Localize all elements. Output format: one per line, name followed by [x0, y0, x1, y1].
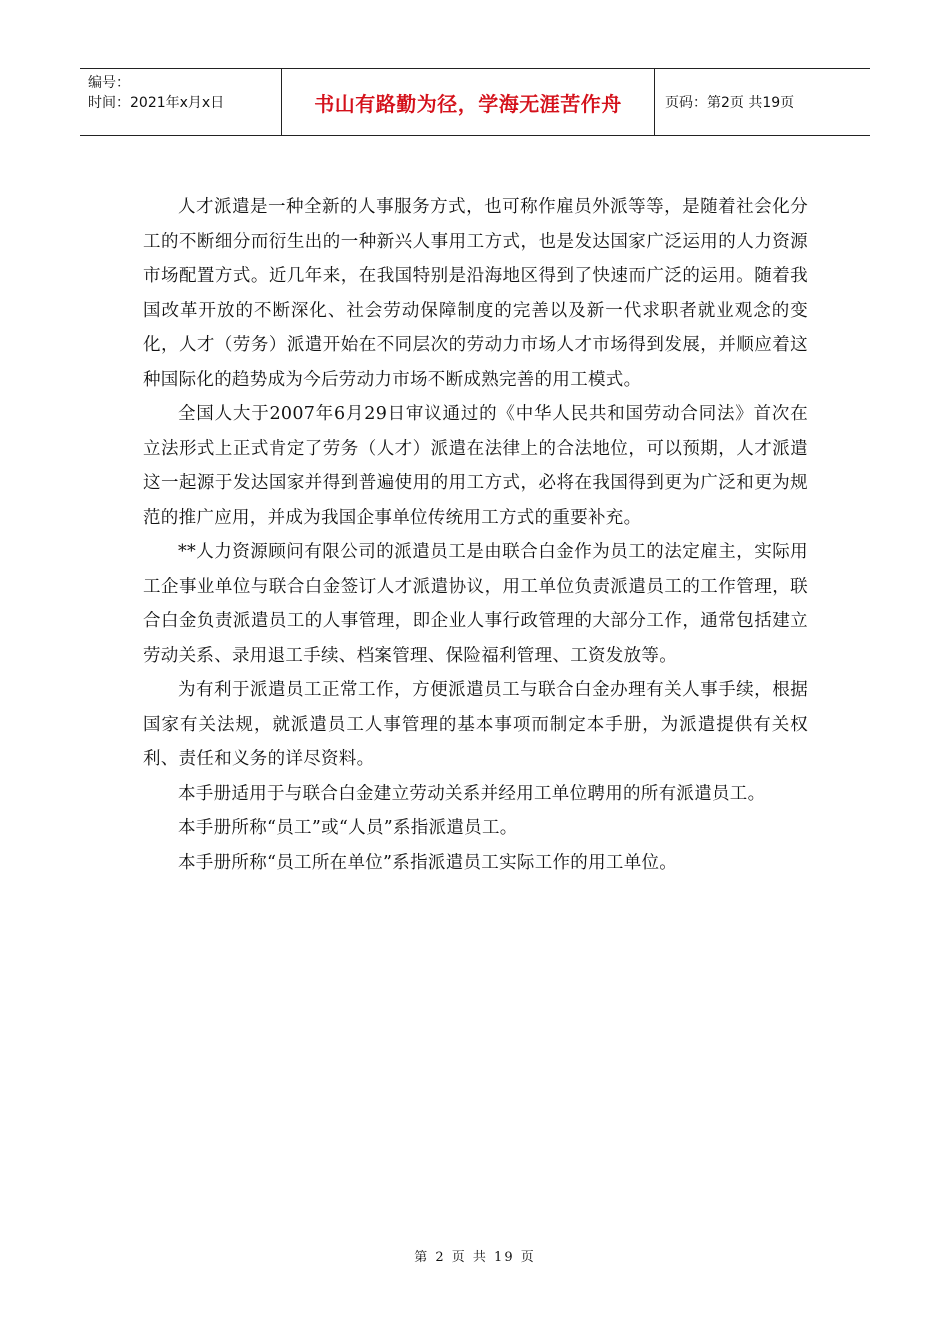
header-meta-cell	[80, 69, 282, 135]
header-page-info: 页码：第2页 共19页	[665, 95, 795, 111]
body-paragraph-2: 全国人大于2007年6月29日审议通过的《中华人民共和国劳动合同法》首次在立法形式上正式肯定了劳务（人才）派遣在法律上的合法地位，可以预期，人才派遣这一起源于发达国家并得到普遍使用的用工方式，必将在我国得到更为广泛和更为规范的推广应用，并成为我国企事单位传统用工方式的重要补充。	[143, 404, 808, 528]
page-footer: 第 2 页 共 19 页	[414, 1250, 536, 1265]
header-motto: 书山有路勤为径，学海无涯苦作舟	[314, 91, 622, 116]
header-page-cell	[655, 69, 870, 135]
body-paragraph-3: **人力资源顾问有限公司的派遣员工是由联合白金作为员工的法定雇主，实际用工企事业单位与联合白金签订人才派遣协议，用工单位负责派遣员工的工作管理，联合白金负责派遣员工的人事管理，即企业人事行政管理的大部分工作，通常包括建立劳动关系、录用退工手续、档案管理、保险福利管理、工资发放等。	[143, 542, 808, 666]
document-body	[143, 190, 808, 880]
body-paragraph-4: 为有利于派遣员工正常工作，方便派遣员工与联合白金办理有关人事手续，根据国家有关法规，就派遣员工人事管理的基本事项而制定本手册，为派遣提供有关权利、责任和义务的详尽资料。	[143, 680, 808, 769]
body-paragraph-7: 本手册所称“员工所在单位”系指派遣员工实际工作的用工单位。	[178, 852, 678, 873]
page-header	[80, 68, 870, 136]
body-paragraph-5: 本手册适用于与联合白金建立劳动关系并经用工单位聘用的所有派遣员工。	[178, 783, 766, 804]
header-motto-cell	[282, 69, 655, 135]
document-number-label: 编号：	[88, 75, 130, 91]
document-date-label: 时间：2021年x月x日	[88, 95, 225, 111]
body-paragraph-6: 本手册所称“员工”或“人员”系指派遣员工。	[178, 818, 518, 838]
body-paragraph-1: 人才派遣是一种全新的人事服务方式，也可称作雇员外派等等，是随着社会化分工的不断细分而衍生出的一种新兴人事用工方式，也是发达国家广泛运用的人力资源市场配置方式。近几年来，在我国特别是沿海地区得到了快速而广泛的运用。随着我国改革开放的不断深化、社会劳动保障制度的完善以及新一代求职者就业观念的变化，人才（劳务）派遣开始在不同层次的劳动力市场人才市场得到发展，并顺应着这种国际化的趋势成为今后劳动力市场不断成熟完善的用工模式。	[143, 197, 808, 390]
